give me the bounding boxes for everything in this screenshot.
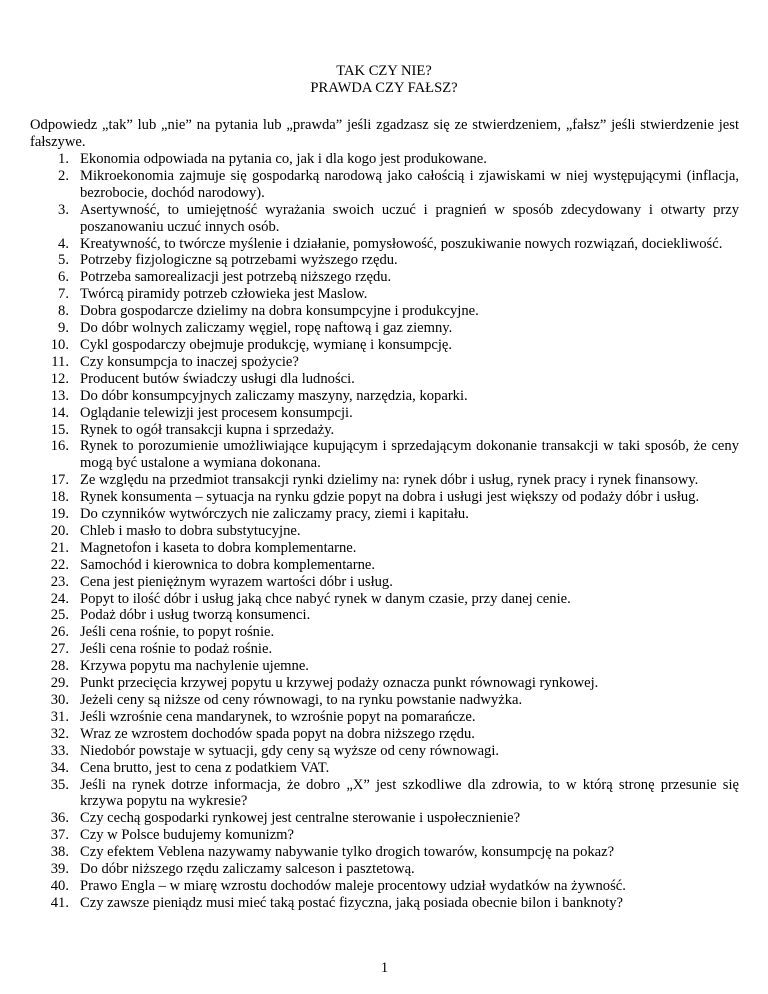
instructions-paragraph: Odpowiedz „tak” lub „nie” na pytania lub „prawda” jeśli zgadzasz się ze stwierdzeniem, „fałsz” jeśli stwierdzenie jest fałszywe.	[30, 117, 739, 150]
question-text: Producent butów świadczy usługi dla ludności.	[80, 370, 355, 387]
question-text: Do dóbr niższego rzędu zaliczamy salceson i pasztetową.	[80, 861, 415, 878]
question-number: 18.	[50, 489, 69, 506]
question-text: Rynek konsumenta – sytuacja na rynku gdzie popyt na dobra i usługi jest większy od podaży dóbr i usług.	[80, 489, 700, 506]
question-number: 6.	[58, 269, 69, 286]
question-number: 24.	[50, 590, 69, 607]
question-number: 4.	[58, 235, 69, 252]
question-item	[30, 269, 739, 286]
question-item	[30, 861, 739, 878]
question-number: 16.	[50, 438, 69, 455]
question-text: Rynek to porozumienie umożliwiające kupującym i sprzedającym dokonanie transakcji w taki sposób, że ceny mogą być ustalone a wymiana dokonana.	[80, 438, 739, 472]
question-item	[30, 878, 739, 895]
question-text: Chleb i masło to dobra substytucyjne.	[80, 522, 301, 539]
question-number: 1.	[58, 151, 69, 167]
question-item	[30, 320, 739, 337]
question-item	[30, 151, 739, 168]
question-number: 9.	[58, 320, 69, 337]
question-number: 29.	[50, 675, 69, 692]
question-text: Samochód i kierownica to dobra komplementarne.	[80, 556, 376, 573]
question-item	[30, 523, 739, 540]
question-number: 3.	[58, 201, 69, 218]
question-number: 28.	[50, 658, 69, 675]
question-item	[30, 641, 739, 658]
question-text: Czy konsumpcja to inaczej spożycie?	[80, 353, 299, 370]
question-item	[30, 844, 739, 861]
document-title-line-2: PRAWDA CZY FAŁSZ?	[310, 80, 458, 96]
question-item	[30, 422, 739, 439]
question-number: 10.	[50, 336, 69, 353]
question-number: 19.	[50, 506, 69, 523]
question-number: 35.	[50, 776, 69, 793]
question-text: Mikroekonomia zajmuje się gospodarką narodową jako całością i zjawiskami w niej występującymi (inflacja, bezrobocie, dochód narodowy).	[80, 167, 739, 201]
question-text: Czy w Polsce budujemy komunizm?	[80, 827, 295, 844]
question-item	[30, 591, 739, 608]
question-item	[30, 743, 739, 760]
question-number: 40.	[50, 877, 69, 894]
question-item	[30, 574, 739, 591]
question-number: 33.	[50, 742, 69, 759]
question-text: Ze względu na przedmiot transakcji rynki dzielimy na: rynek dóbr i usług, rynek pracy i rynek finansowy.	[80, 472, 699, 489]
question-item	[30, 557, 739, 574]
question-text: Potrzeba samorealizacji jest potrzebą niższego rzędu.	[80, 269, 392, 286]
question-text: Rynek to ogół transakcji kupna i sprzedaży.	[80, 421, 335, 438]
question-item	[30, 236, 739, 253]
question-text: Do czynników wytwórczych nie zaliczamy pracy, ziemi i kapitału.	[80, 506, 469, 523]
question-text: Jeżeli ceny są niższe od ceny równowagi, to na rynku powstanie nadwyżka.	[80, 692, 523, 708]
question-item	[30, 709, 739, 726]
page-number	[0, 960, 768, 977]
question-item	[30, 675, 739, 692]
question-item	[30, 438, 739, 472]
question-item	[30, 371, 739, 388]
question-item	[30, 354, 739, 371]
question-text: Twórcą piramidy potrzeb człowieka jest Maslow.	[80, 286, 368, 303]
question-number: 39.	[50, 861, 69, 878]
question-text: Cena jest pieniężnym wyrazem wartości dóbr i usług.	[80, 573, 393, 590]
question-text: Jeśli wzrośnie cena mandarynek, to wzrośnie popyt na pomarańcze.	[80, 708, 476, 725]
question-number: 21.	[50, 539, 69, 556]
question-number: 7.	[58, 286, 69, 303]
question-text: Czy zawsze pieniądz musi mieć taką postać fizyczna, jaką posiada obecnie bilon i banknoty?	[80, 894, 624, 911]
question-item	[30, 726, 739, 743]
question-item	[30, 388, 739, 405]
question-text: Kreatywność, to twórcze myślenie i działanie, pomysłowość, poszukiwanie nowych rozwiązań, dociekliwość.	[80, 235, 723, 252]
question-item	[30, 472, 739, 489]
question-number: 27.	[50, 641, 69, 658]
question-item	[30, 607, 739, 624]
question-number: 36.	[50, 810, 69, 827]
question-number: 22.	[50, 556, 69, 573]
question-number: 25.	[50, 607, 69, 624]
question-item	[30, 658, 739, 675]
question-number: 41.	[50, 894, 69, 911]
question-item	[30, 895, 739, 912]
question-text: Niedobór powstaje w sytuacji, gdy ceny są wyższe od ceny równowagi.	[80, 742, 500, 759]
question-number: 37.	[50, 827, 69, 844]
question-item	[30, 692, 739, 709]
question-item	[30, 168, 739, 202]
question-text: Do dóbr wolnych zaliczamy węgiel, ropę naftową i gaz ziemny.	[80, 320, 453, 337]
question-text: Magnetofon i kaseta to dobra komplementarne.	[80, 539, 357, 556]
question-text: Do dóbr konsumpcyjnych zaliczamy maszyny, narzędzia, koparki.	[80, 387, 468, 404]
question-number: 17.	[50, 472, 69, 489]
question-number: 2.	[58, 167, 69, 184]
question-number: 30.	[50, 692, 69, 708]
question-number: 31.	[50, 708, 69, 725]
question-text: Asertywność, to umiejętność wyrażania swoich uczuć i pragnień w sposób zdecydowany i otwarty przy poszanowaniu uczuć innych osób.	[80, 201, 739, 235]
question-text: Krzywa popytu ma nachylenie ujemne.	[80, 658, 309, 675]
question-text: Ekonomia odpowiada na pytania co, jak i dla kogo jest produkowane.	[80, 151, 487, 167]
question-number: 8.	[58, 303, 69, 320]
question-text: Cena brutto, jest to cena z podatkiem VAT.	[80, 759, 330, 776]
question-item	[30, 286, 739, 303]
question-number: 32.	[50, 725, 69, 742]
question-list	[30, 151, 739, 912]
question-text: Czy efektem Veblena nazywamy nabywanie tylko drogich towarów, konsumpcję na pokaz?	[80, 844, 615, 861]
question-number: 15.	[50, 421, 69, 438]
question-text: Jeśli cena rośnie, to popyt rośnie.	[80, 624, 275, 641]
question-item	[30, 489, 739, 506]
question-item	[30, 303, 739, 320]
question-number: 12.	[50, 370, 69, 387]
question-item	[30, 202, 739, 236]
question-item	[30, 827, 739, 844]
question-item	[30, 760, 739, 777]
question-text: Dobra gospodarcze dzielimy na dobra konsumpcyjne i produkcyjne.	[80, 303, 479, 320]
question-item	[30, 506, 739, 523]
question-number: 11.	[51, 353, 69, 370]
question-number: 26.	[50, 624, 69, 641]
question-number: 38.	[50, 844, 69, 861]
question-item	[30, 624, 739, 641]
question-text: Podaż dóbr i usług tworzą konsumenci.	[80, 607, 311, 624]
question-text: Czy cechą gospodarki rynkowej jest centralne sterowanie i uspołecznienie?	[80, 810, 521, 827]
question-number: 20.	[50, 522, 69, 539]
question-number: 23.	[50, 573, 69, 590]
question-text: Oglądanie telewizji jest procesem konsumpcji.	[80, 404, 353, 421]
question-text: Jeśli na rynek dotrze informacja, że dobro „X” jest szkodliwe dla zdrowia, to w którą stronę przesunie się krzywa popytu na wykresie?	[80, 776, 739, 810]
question-number: 5.	[58, 252, 69, 269]
question-item	[30, 405, 739, 422]
question-number: 14.	[50, 404, 69, 421]
question-number: 34.	[50, 759, 69, 776]
question-text: Prawo Engla – w miarę wzrostu dochodów maleje procentowy udział wydatków na żywność.	[80, 877, 626, 894]
question-item	[30, 540, 739, 557]
question-text: Wraz ze wzrostem dochodów spada popyt na dobra niższego rzędu.	[80, 725, 475, 742]
question-text: Potrzeby fizjologiczne są potrzebami wyższego rzędu.	[80, 252, 398, 269]
question-text: Popyt to ilość dóbr i usług jaką chce nabyć rynek w danym czasie, przy danej cenie.	[80, 590, 571, 607]
question-item	[30, 777, 739, 811]
question-text: Jeśli cena rośnie to podaż rośnie.	[80, 641, 273, 658]
document-title-line-1: TAK CZY NIE?	[336, 63, 432, 79]
question-text: Punkt przecięcia krzywej popytu u krzywej podaży oznacza punkt równowagi rynkowej.	[80, 675, 599, 692]
page-number-text: 1	[380, 960, 389, 976]
question-item	[30, 810, 739, 827]
question-item	[30, 337, 739, 354]
question-item	[30, 252, 739, 269]
question-text: Cykl gospodarczy obejmuje produkcję, wymianę i konsumpcję.	[80, 336, 453, 353]
question-number: 13.	[50, 387, 69, 404]
